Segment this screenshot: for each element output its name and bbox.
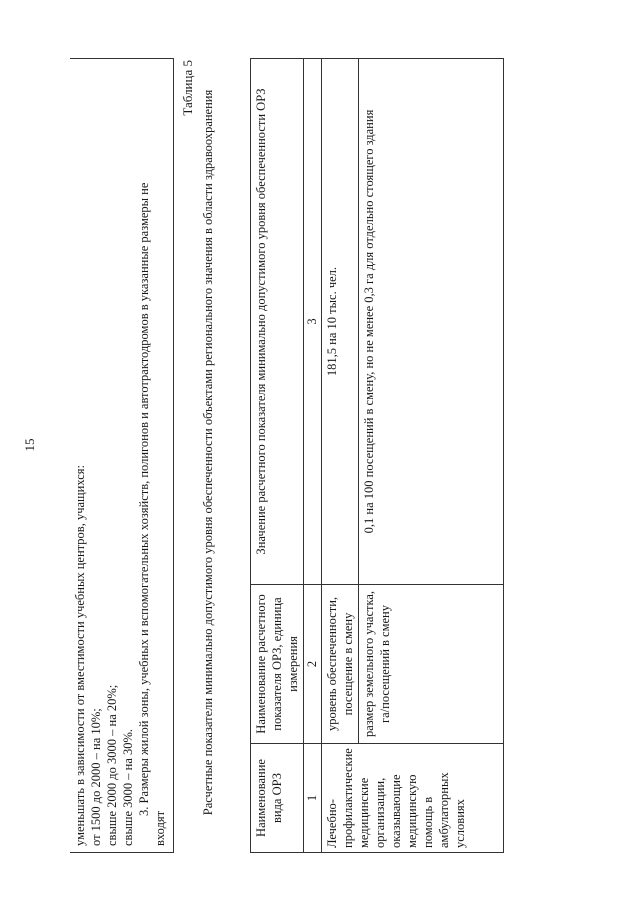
prev-line-1: уменьшать в зависимости от вместимости учебных центров, учащихся: — [73, 465, 87, 846]
table-number: Таблица 5 — [180, 60, 195, 116]
table-title: Расчетные показатели минимально допустимого уровня обеспеченности объектами регионального значения в области здравоохранения — [201, 89, 215, 816]
table-row — [322, 59, 359, 853]
prev-line-3: свыше 2000 до 3000 – на 20%; — [105, 684, 119, 846]
page-number: 15 — [22, 438, 37, 452]
header-indicator-value: Значение расчетного показателя минимально допустимого уровня обеспеченности ОРЗ — [251, 59, 304, 585]
prev-line-2: от 1500 до 2000 – на 10%; — [89, 708, 103, 846]
object-name-cell: Лечебно-профилактические медицинские организации, оказывающие медицинскую помощь в амбулаторных условиях — [322, 744, 504, 853]
header-row — [251, 59, 304, 853]
column-number-row — [304, 59, 322, 853]
value-cell: 181,5 на 10 тыс. чел. — [322, 59, 359, 585]
header-indicator-name: Наименование расчетного показателя ОРЗ, единица измерения — [251, 585, 304, 744]
previous-table-continuation — [70, 58, 174, 853]
prev-line-6: входят — [153, 810, 167, 846]
prev-line-5: 3. Размеры жилой зоны, учебных и вспомогательных хозяйств, полигонов и автотрактодромов в указанные размеры не — [137, 182, 151, 816]
health-facilities-table — [250, 58, 504, 853]
indicator-cell: уровень обеспеченности, посещение в смену — [322, 585, 359, 744]
table-row — [359, 59, 504, 853]
column-number-3: 3 — [304, 59, 322, 585]
prev-line-4: свыше 3000 – на 30%. — [121, 728, 135, 846]
value-cell: 0,1 на 100 посещений в смену, но не менее 0,3 га для отдельно стоящего здания — [359, 59, 504, 585]
column-number-1: 1 — [304, 744, 322, 853]
header-object-type: Наименование вида ОРЗ — [251, 744, 304, 853]
indicator-cell: размер земельного участка, га/посещений в смену — [359, 585, 504, 744]
column-number-2: 2 — [304, 585, 322, 744]
